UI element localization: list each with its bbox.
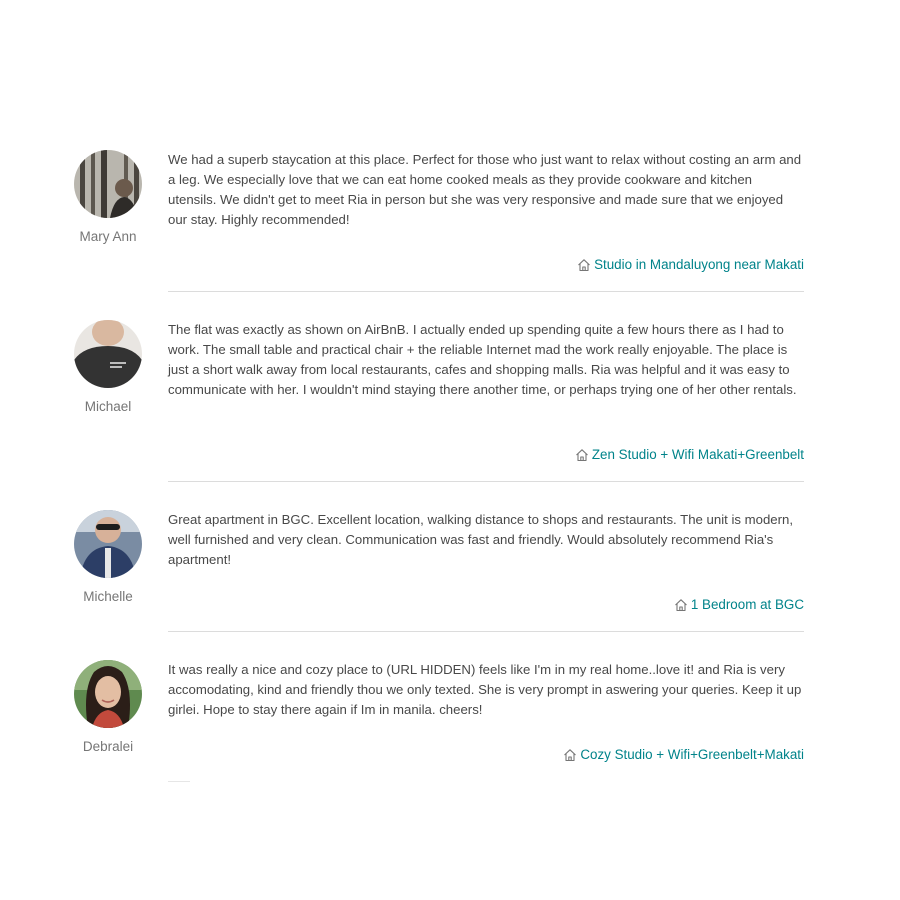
reviewer-name: Michael	[84, 399, 132, 414]
reviewer	[74, 320, 142, 414]
reviewer-name: Debralei	[82, 739, 134, 754]
review-item	[74, 660, 804, 792]
home-icon	[577, 258, 591, 272]
listing-name: Zen Studio + Wifi Makati+Greenbelt	[591, 447, 804, 462]
review-text: We had a superb staycation at this place. Perfect for those who just want to relax without costing an arm and a leg. We especially love that we can eat home cooked meals as they provide cookware and kitchen utensils. We didn't get to meet Ria in person but she was very responsive and made sure that we enjoyed our stay. Highly recommended!	[168, 152, 802, 227]
review-text: The flat was exactly as shown on AirBnB. I actually ended up spending quite a few hours there as I had to work. The small table and practical chair + the reliable Internet mad the work really enjoyable. The place is just a short walk away from local restaurants, cafes and shopping malls. Ria was helpful and it was easy to communicate with her. I wouldn't mind staying there another time, or perhaps trying one of her other rentals.	[168, 322, 797, 397]
review-body	[168, 510, 804, 612]
reviews-list	[74, 150, 804, 792]
reviewer	[74, 660, 142, 754]
listing-link[interactable]	[674, 597, 804, 612]
listing-link[interactable]	[575, 447, 804, 462]
home-icon	[575, 448, 589, 462]
avatar[interactable]	[74, 660, 142, 728]
home-icon	[674, 598, 688, 612]
listing-link[interactable]	[577, 257, 804, 272]
review-text: It was really a nice and cozy place to (URL HIDDEN) feels like I'm in my real home..love it! and Ria is very accomodating, kind and friendly thou we only texted. She is very prompt in aswering your queries. Keep it up girlei. Hope to stay there again if Im in manila. cheers!	[168, 662, 802, 717]
divider	[168, 631, 804, 632]
reviewer-name: Mary Ann	[79, 229, 137, 244]
review-body	[168, 660, 804, 762]
home-icon	[563, 748, 577, 762]
avatar[interactable]	[74, 150, 142, 218]
listing-link[interactable]	[563, 747, 804, 762]
reviewer	[74, 150, 142, 244]
reviewer-name: Michelle	[83, 589, 133, 604]
review-body	[168, 150, 804, 272]
review-text: Great apartment in BGC. Excellent location, walking distance to shops and restaurants. The unit is modern, well furnished and very clean. Communication was fast and friendly. Would absolutely recommend Ria's apartment!	[168, 512, 794, 567]
divider	[168, 291, 804, 292]
listing-name: Studio in Mandaluyong near Makati	[594, 257, 804, 272]
divider	[168, 481, 804, 482]
reviewer	[74, 510, 142, 604]
review-body	[168, 320, 804, 462]
avatar[interactable]	[74, 320, 142, 388]
listing-name: 1 Bedroom at BGC	[690, 597, 804, 612]
avatar[interactable]	[74, 510, 142, 578]
divider	[168, 781, 190, 782]
listing-name: Cozy Studio + Wifi+Greenbelt+Makati	[580, 747, 804, 762]
review-item	[74, 320, 804, 510]
review-item	[74, 150, 804, 320]
review-item	[74, 510, 804, 660]
